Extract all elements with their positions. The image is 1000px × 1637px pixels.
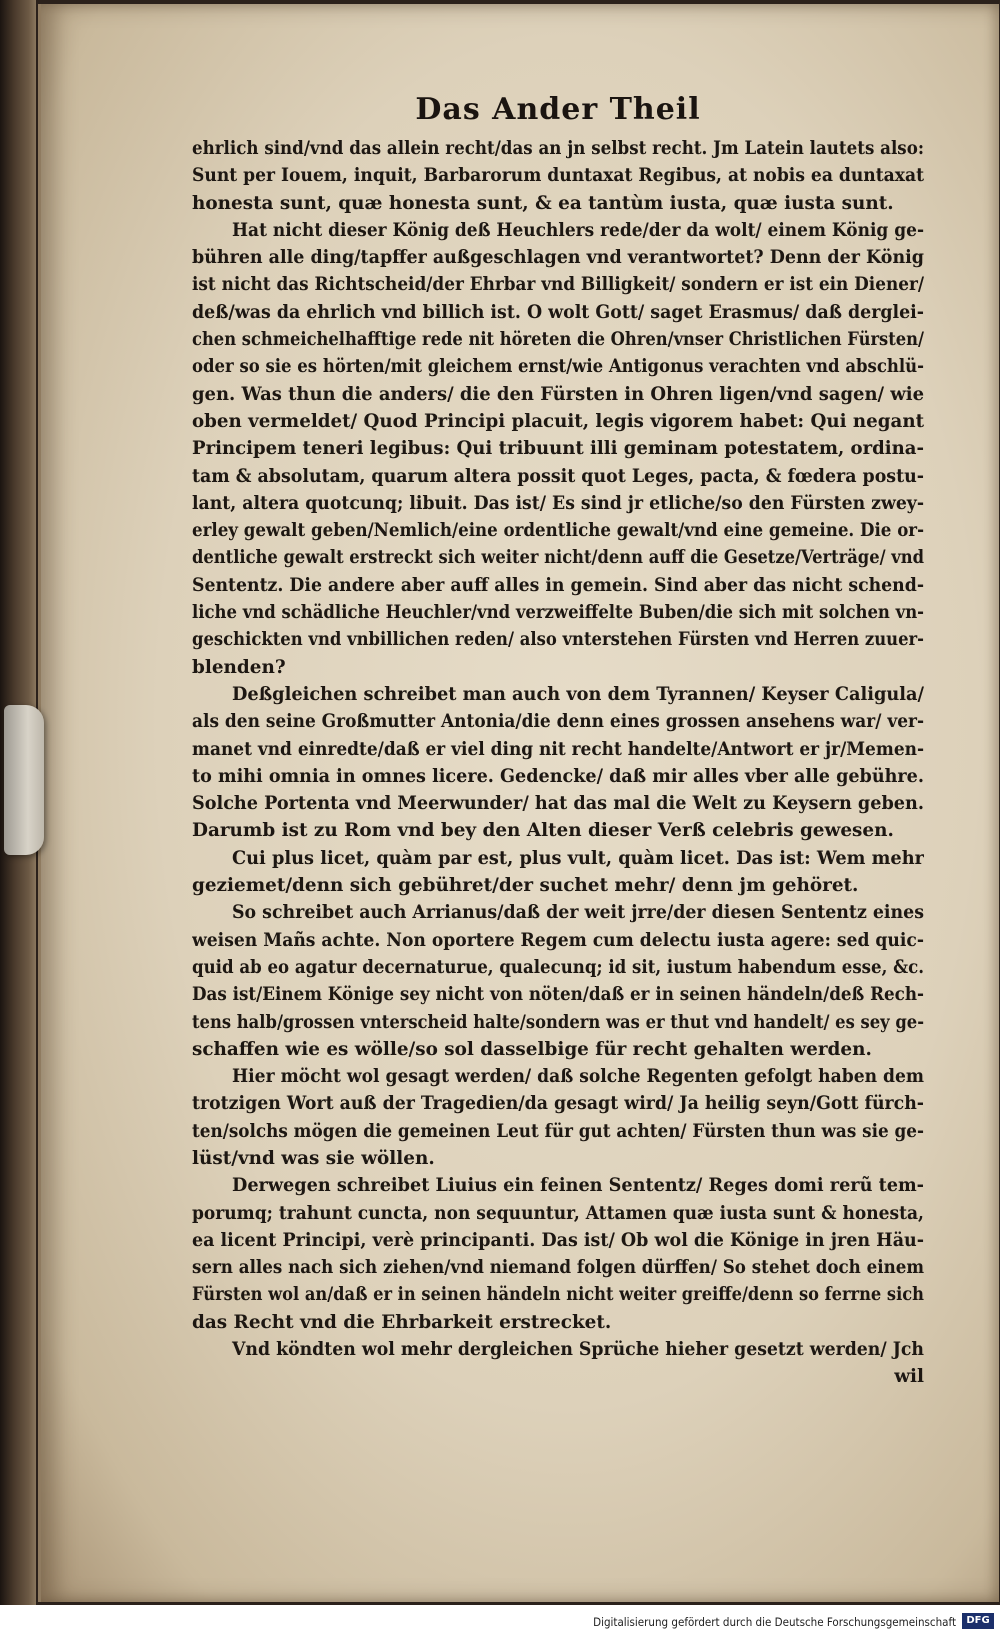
text-line: lüst/vnd was sie wöllen. xyxy=(192,1147,435,1169)
text-line: Cui plus licet, quàm par est, plus vult, quàm licet. Das ist: Wem mehr xyxy=(232,847,924,869)
text-line: Fürsten wol an/daß er in seinen händeln nicht weiter greiffe/denn so ferrne sich xyxy=(192,1284,924,1306)
text-line: Principem teneri legibus: Qui tribuunt illi geminam potestatem, ordina- xyxy=(192,438,924,460)
footer-credit: Digitalisierung gefördert durch die Deutsche Forschungsgemeinschaft xyxy=(593,1615,956,1629)
text-line: liche vnd schädliche Heuchler/vnd verzweiffelte Buben/die sich mit solchen vn- xyxy=(192,602,924,624)
text-line: oder so sie es hörten/mit gleichem ernst/wie Antigonus verachten vnd abschlü- xyxy=(192,356,924,378)
footer-bar xyxy=(0,1605,1000,1637)
text-line: geschickten vnd vnbillichen reden/ also vnterstehen Fürsten vnd Herren zuuer- xyxy=(192,629,924,651)
text-line: tens halb/grossen vnterscheid halte/sondern was er thut vnd handelt/ es sey ge- xyxy=(192,1011,924,1033)
text-line: ten/solchs mögen die gemeinen Leut für gut achten/ Fürsten thun was sie ge- xyxy=(192,1120,924,1142)
paper-tab xyxy=(4,705,44,855)
text-line: Vnd köndten wol mehr dergleichen Sprüche hieher gesetzt werden/ Jch xyxy=(232,1339,924,1361)
text-line: lant, altera quotcunq; libuit. Das ist/ Es sind jr etliche/so den Fürsten zwey- xyxy=(192,492,924,514)
text-line: gen. Was thun die anders/ die den Fürsten in Ohren ligen/vnd sagen/ wie xyxy=(192,383,924,405)
text-line: deß/was da ehrlich vnd billich ist. O wolt Gott/ saget Erasmus/ daß derglei- xyxy=(192,301,924,323)
text-line: schaffen wie es wölle/so sol dasselbige für recht gehalten werden. xyxy=(192,1038,872,1060)
text-lines xyxy=(192,135,924,1391)
text-line: wil xyxy=(894,1366,924,1388)
text-line: ea licent Principi, verè principanti. Das ist/ Ob wol die Könige in jren Häu- xyxy=(192,1229,924,1251)
text-line: tam & absolutam, quarum altera possit quot Leges, pacta, & fœdera postu- xyxy=(192,465,924,487)
running-head: Das Ander Theil xyxy=(415,92,701,127)
text-line: So schreibet auch Arrianus/daß der weit jrre/der diesen Sententz eines xyxy=(232,902,924,924)
text-line: Solche Portenta vnd Meerwunder/ hat das mal die Welt zu Keysern geben. xyxy=(192,793,924,815)
text-line: weisen Mañs achte. Non oportere Regem cum delectu iusta agere: sed quic- xyxy=(192,929,924,951)
text-line: ist nicht das Richtscheid/der Ehrbar vnd Billigkeit/ sondern er ist ein Diener/ xyxy=(192,274,924,296)
text-line: manet vnd einredte/daß er viel ding nit recht handelte/Antwort er jr/Memen- xyxy=(192,738,924,760)
page-text-block xyxy=(192,82,924,1391)
text-line: oben vermeldet/ Quod Principi placuit, legis vigorem habet: Qui negant xyxy=(192,410,924,432)
text-line: ehrlich sind/vnd das allein recht/das an jn selbst recht. Jm Latein lautets also: xyxy=(192,138,924,159)
text-line: honesta sunt, quæ honesta sunt, & ea tantùm iusta, quæ iusta sunt. xyxy=(192,192,894,214)
text-line: bühren alle ding/tapffer außgeschlagen vnd verantwortet? Denn der König xyxy=(192,247,924,269)
text-line: Hat nicht dieser König deß Heuchlers rede/der da wolt/ einem König ge- xyxy=(232,219,924,241)
text-line: geziemet/denn sich gebühret/der suchet mehr/ denn jm gehöret. xyxy=(192,875,859,897)
text-line: to mihi omnia in omnes licere. Gedencke/ daß mir alles vber alle gebühre. xyxy=(192,765,924,787)
text-line: Das ist/Einem Könige sey nicht von nöten/daß er in seinen händeln/deß Rech- xyxy=(192,984,924,1006)
text-line: quid ab eo agatur decernaturue, qualecunq; id sit, iustum habendum esse, &c. xyxy=(192,956,924,978)
text-line: Sunt per Iouem, inquit, Barbarorum duntaxat Regibus, at nobis ea duntaxat xyxy=(192,165,924,187)
text-line: Hier möcht wol gesagt werden/ daß solche Regenten gefolgt haben dem xyxy=(232,1066,924,1088)
text-line: als den seine Großmutter Antonia/die denn eines grossen ansehens war/ ver- xyxy=(192,711,924,733)
text-line: Sententz. Die andere aber auff alles in gemein. Sind aber das nicht schend- xyxy=(192,574,924,596)
text-line: trotzigen Wort auß der Tragedien/da gesagt wird/ Ja heilig seyn/Gott fürch- xyxy=(192,1093,924,1115)
text-line: erley gewalt geben/Nemlich/eine ordentliche gewalt/vnd eine gemeine. Die or- xyxy=(192,520,924,542)
text-line: dentliche gewalt erstreckt sich weiter nicht/denn auff die Gesetze/Verträge/ vnd xyxy=(192,547,924,569)
text-line: Darumb ist zu Rom vnd bey den Alten dieser Verß celebris gewesen. xyxy=(192,820,894,842)
text-line: Derwegen schreibet Liuius ein feinen Sententz/ Reges domi rerũ tem- xyxy=(232,1175,924,1197)
text-line: chen schmeichelhafftige rede nit höreten die Ohren/vnser Christlichen Fürsten/ xyxy=(192,329,924,351)
text-line: blenden? xyxy=(192,656,286,678)
text-line: sern alles nach sich ziehen/vnd niemand folgen dürffen/ So stehet doch einem xyxy=(192,1257,924,1279)
text-line: porumq; trahunt cuncta, non sequuntur, Attamen quæ iusta sunt & honesta, xyxy=(192,1202,924,1224)
text-line: das Recht vnd die Ehrbarkeit erstrecket. xyxy=(192,1311,612,1333)
text-line: Deßgleichen schreibet man auch von dem Tyrannen/ Keyser Caligula/ xyxy=(232,683,924,705)
dfg-logo: DFG xyxy=(962,1613,994,1629)
